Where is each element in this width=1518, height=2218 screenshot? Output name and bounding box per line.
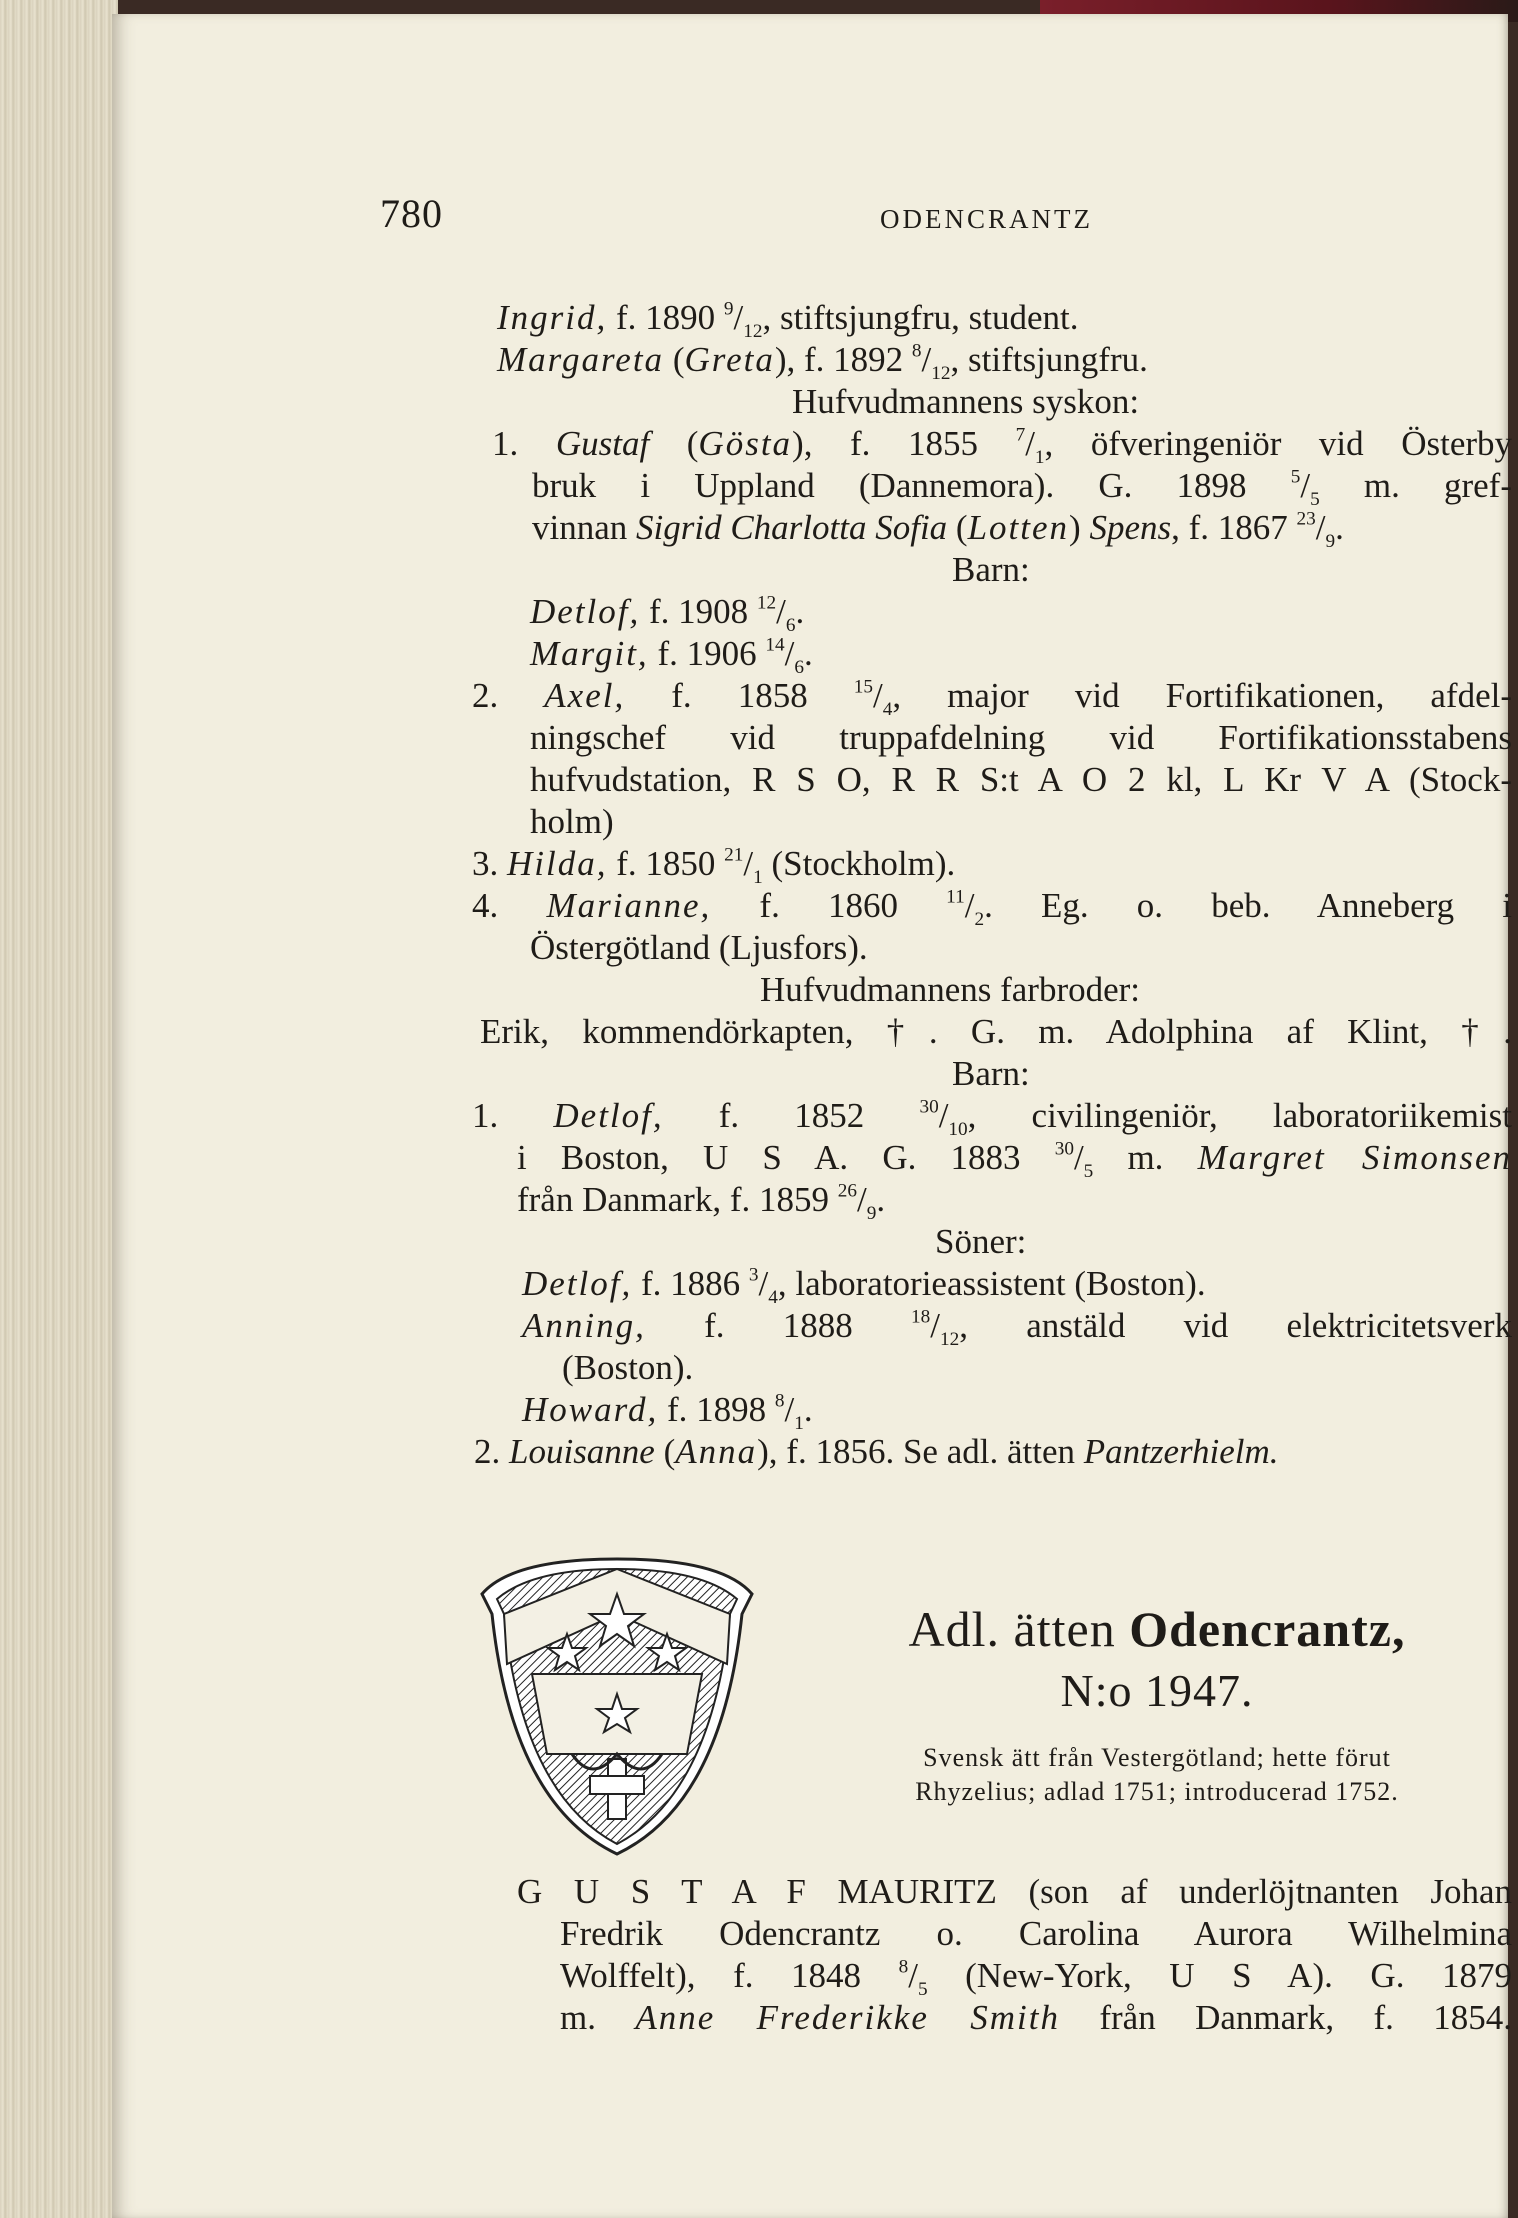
entry-line: Margareta (Greta), f. 1892 $^8/_{12}$, stiftsjungfru. — [497, 340, 1148, 384]
entry-line: 3. Hilda, f. 1850 $^{21}/_1$ (Stockholm). — [472, 844, 956, 888]
origin-line-1: Svensk ätt från Vestergötland; hette förut — [923, 1743, 1391, 1772]
entry-line: Anning, f. 1888 $^{18}/_{12}$, anstäld vid elektricitetsverk — [522, 1306, 1512, 1350]
entry-line: Barn: — [952, 1054, 1030, 1093]
origin-line-2: Rhyzelius; adlad 1751; introducerad 1752. — [915, 1777, 1399, 1806]
entry-line: Detlof, f. 1908 $^{12}/_6$. — [530, 592, 805, 636]
book-page-edges — [0, 0, 118, 2218]
entry-line: Östergötland (Ljusfors). — [530, 928, 868, 967]
family-number: N:o 1947. — [1060, 1665, 1254, 1716]
family-name: Odencrantz, — [1129, 1601, 1406, 1657]
entry-line: 1. Gustaf (Gösta), f. 1855 $^7/_1$, öfveringeniör vid Österby — [492, 424, 1513, 468]
running-title: ODENCRANTZ — [880, 204, 1093, 234]
entry-line: vinnan Sigrid Charlotta Sofia (Lotten) Spens, f. 1867 $^{23}/_9$. — [532, 508, 1344, 552]
entry-line: (Boston). — [562, 1348, 694, 1387]
entry-line: Erik, kommendörkapten, †. G. m. Adolphina af Klint, †. — [480, 1012, 1512, 1051]
entry-line: Barn: — [952, 550, 1030, 589]
entry-line: Margit, f. 1906 $^{14}/_6$. — [530, 634, 813, 678]
entry-line: 2. Louisanne (Anna), f. 1856. Se adl. ätten Pantzerhielm. — [474, 1432, 1279, 1471]
page-content — [112, 14, 1513, 2218]
family-title-prefix: Adl. ätten — [908, 1601, 1130, 1657]
family-section-heading — [757, 1600, 1518, 1809]
entry-line: 4. Marianne, f. 1860 $^{11}/_2$. Eg. o. beb. Anneberg i — [472, 886, 1513, 930]
entry-line: i Boston, U S A. G. 1883 $^{30}/_5$ m. Margret Simonsen — [517, 1138, 1512, 1182]
entry-line: Howard, f. 1898 $^8/_1$. — [522, 1390, 813, 1434]
entry-line: Hufvudmannens syskon: — [792, 382, 1140, 421]
founder-line: Fredrik Odencrantz o. Carolina Aurora Wilhelmina — [560, 1914, 1512, 1953]
page-number: 780 — [380, 191, 443, 236]
entry-line: Ingrid, f. 1890 $^9/_{12}$, stiftsjungfru, student. — [497, 298, 1079, 342]
entry-line: ningschef vid truppafdelning vid Fortifikationsstabens — [530, 718, 1512, 757]
founder-line: m. Anne Frederikke Smith från Danmark, f. 1854. — [560, 1998, 1512, 2037]
coat-of-arms-image — [472, 1554, 762, 1859]
founder-line: Wolffelt), f. 1848 $^8/_5$ (New-York, U S A). G. 1879 — [560, 1956, 1512, 2000]
entry-line: Detlof, f. 1886 $^3/_4$, laboratorieassistent (Boston). — [522, 1264, 1206, 1308]
page-header — [380, 190, 1518, 250]
family-origin — [757, 1741, 1518, 1809]
entry-line: Hufvudmannens farbroder: — [760, 970, 1141, 1009]
entry-line: hufvudstation, R S O, R R S:t A O 2 kl, L Kr V A (Stock- — [530, 760, 1512, 799]
entry-line: bruk i Uppland (Dannemora). G. 1898 $^5/_5$ m. gref- — [532, 466, 1512, 510]
entry-line: 2. Axel, f. 1858 $^{15}/_4$, major vid Fortifikationen, afdel- — [472, 676, 1513, 720]
entry-line: från Danmark, f. 1859 $^{26}/_9$. — [517, 1180, 886, 1224]
entry-line: Söner: — [935, 1222, 1027, 1261]
entry-line: holm) — [530, 802, 614, 841]
book-page — [112, 14, 1513, 2218]
entry-line: 1. Detlof, f. 1852 $^{30}/_{10}$, civilingeniör, laboratoriikemist — [472, 1096, 1512, 1140]
family-title — [757, 1600, 1518, 1658]
founder-line: G U S T A F MAURITZ (son af underlöjtnanten Johan — [517, 1872, 1512, 1911]
